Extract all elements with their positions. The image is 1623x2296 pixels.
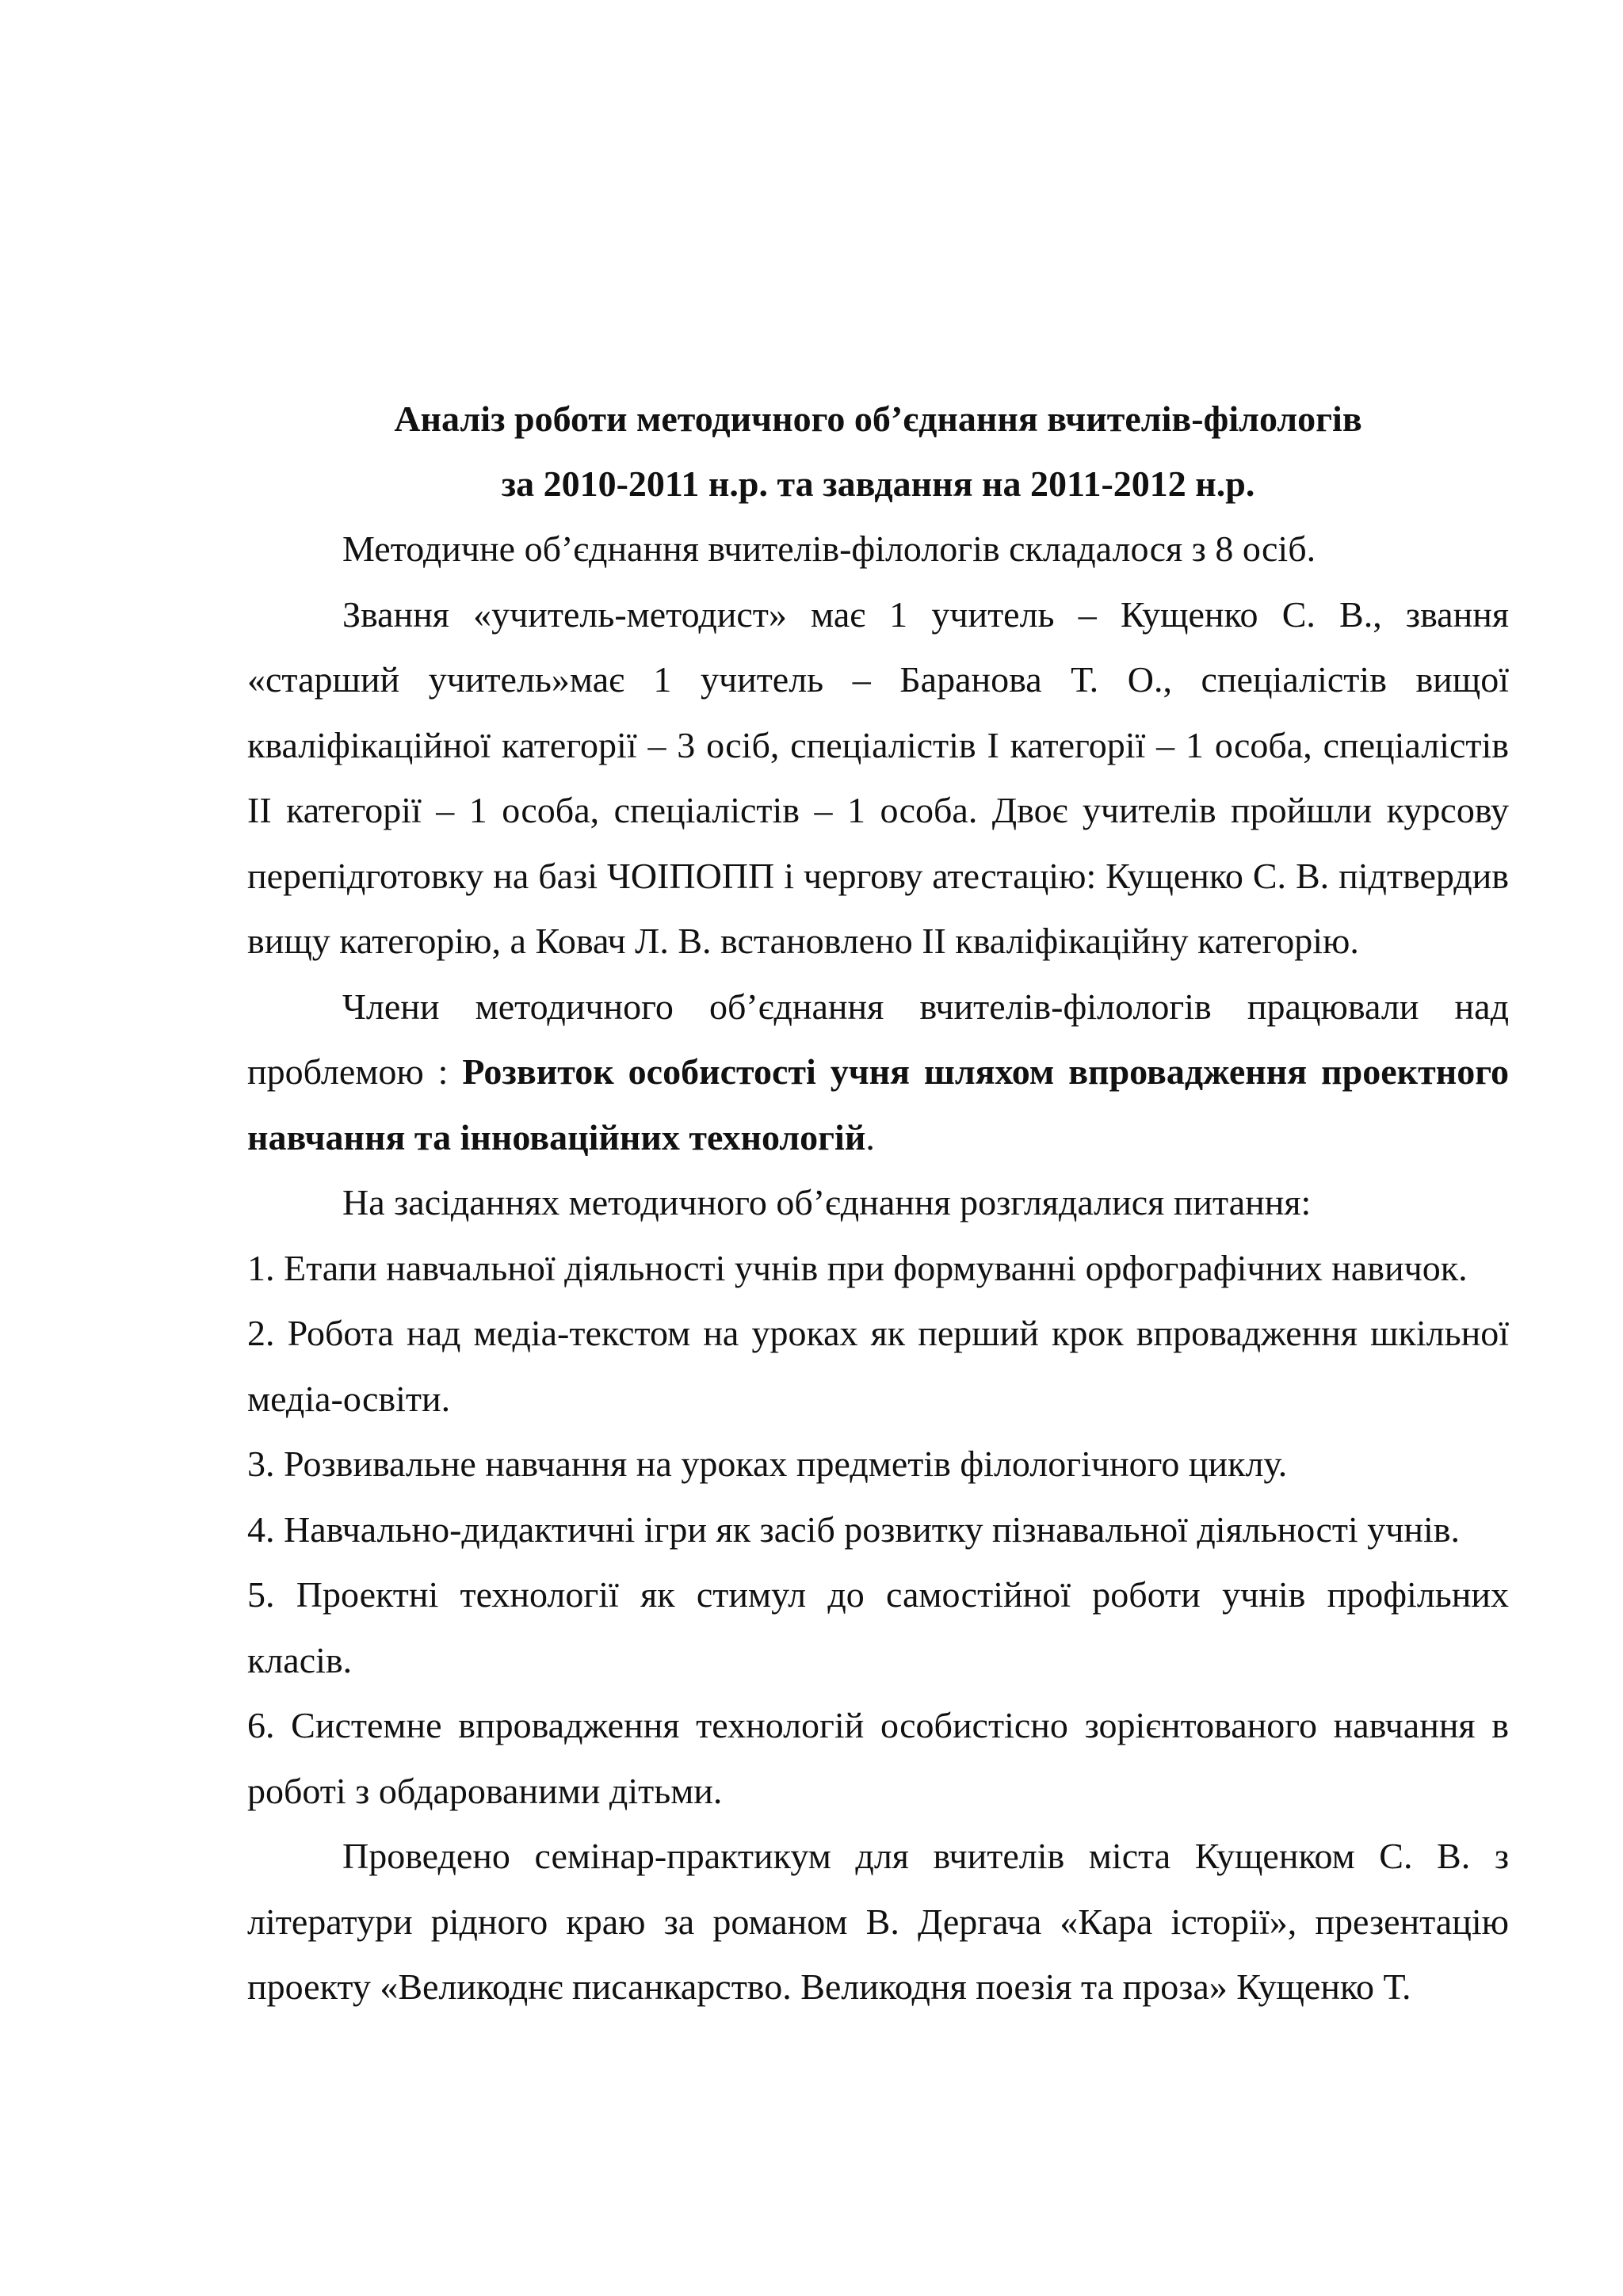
list-item: 5. Проектні технології як стимул до самостійної роботи учнів профільних класів. <box>247 1574 1509 1680</box>
paragraph-meeting-topics-intro: На засіданнях методичного об’єднання розглядалися питання: <box>342 1182 1312 1222</box>
problem-statement: Розвиток особистості учня шляхом впровадження проектного навчання та інноваційних технологій <box>247 1051 1509 1158</box>
document-title-line-2: за 2010-2011 н.р. та завдання на 2011-2012 н.р. <box>501 463 1255 504</box>
paragraph-seminar: Проведено семінар-практикум для вчителів міста Кущенком С. В. з літератури рідного краю за романом В. Дергача «Кара історії», презентацію проекту «Великоднє писанкарство. Великодня поезія та проза» Кущенко Т. <box>247 1836 1509 2007</box>
list-item: 3. Розвивальне навчання на уроках предметів філологічного циклу. <box>247 1444 1288 1484</box>
list-item: 1. Етапи навчальної діяльності учнів при формуванні орфографічних навичок. <box>247 1247 1468 1288</box>
paragraph-methodical-problem <box>247 974 1509 1171</box>
problem-end-punctuation: . <box>865 1116 875 1158</box>
list-item: 2. Робота над медіа-текстом на уроках як перший крок впровадження шкільної медіа-освіти. <box>247 1313 1509 1419</box>
paragraph-composition: Методичне об’єднання вчителів-філологів складалося з 8 осіб. <box>342 528 1316 569</box>
paragraph-staff-qualifications: Звання «учитель-методист» має 1 учитель – Кущенко С. В., звання «старший учитель»має 1 учитель – Баранова Т. О., спеціалістів вищої кваліфікаційної категорії – 3 осіб, спеціалістів І категорії – 1 особа, спеціалістів ІІ категорії – 1 особа, спеціалістів – 1 особа. Двоє учителів пройшли курсову перепідготовку на базі ЧОІПОПП і чергову атестацію: Кущенко С. В. підтвердив вищу категорію, а Ковач Л. В. встановлено ІІ кваліфікаційну категорію. <box>247 593 1509 961</box>
document-title-line-1: Аналіз роботи методичного об’єднання вчителів-філологів <box>394 399 1362 439</box>
list-item: 6. Системне впровадження технологій особистісно зорієнтованого навчання в роботі з обдарованими дітьми. <box>247 1705 1509 1811</box>
document-body <box>247 387 1509 2020</box>
list-item: 4. Навчально-дидактичні ігри як засіб розвитку пізнавальної діяльності учнів. <box>247 1508 1460 1550</box>
problem-intro-text: Члени методичного об’єднання вчителів-філологів працювали над проблемою : <box>247 986 1509 1092</box>
